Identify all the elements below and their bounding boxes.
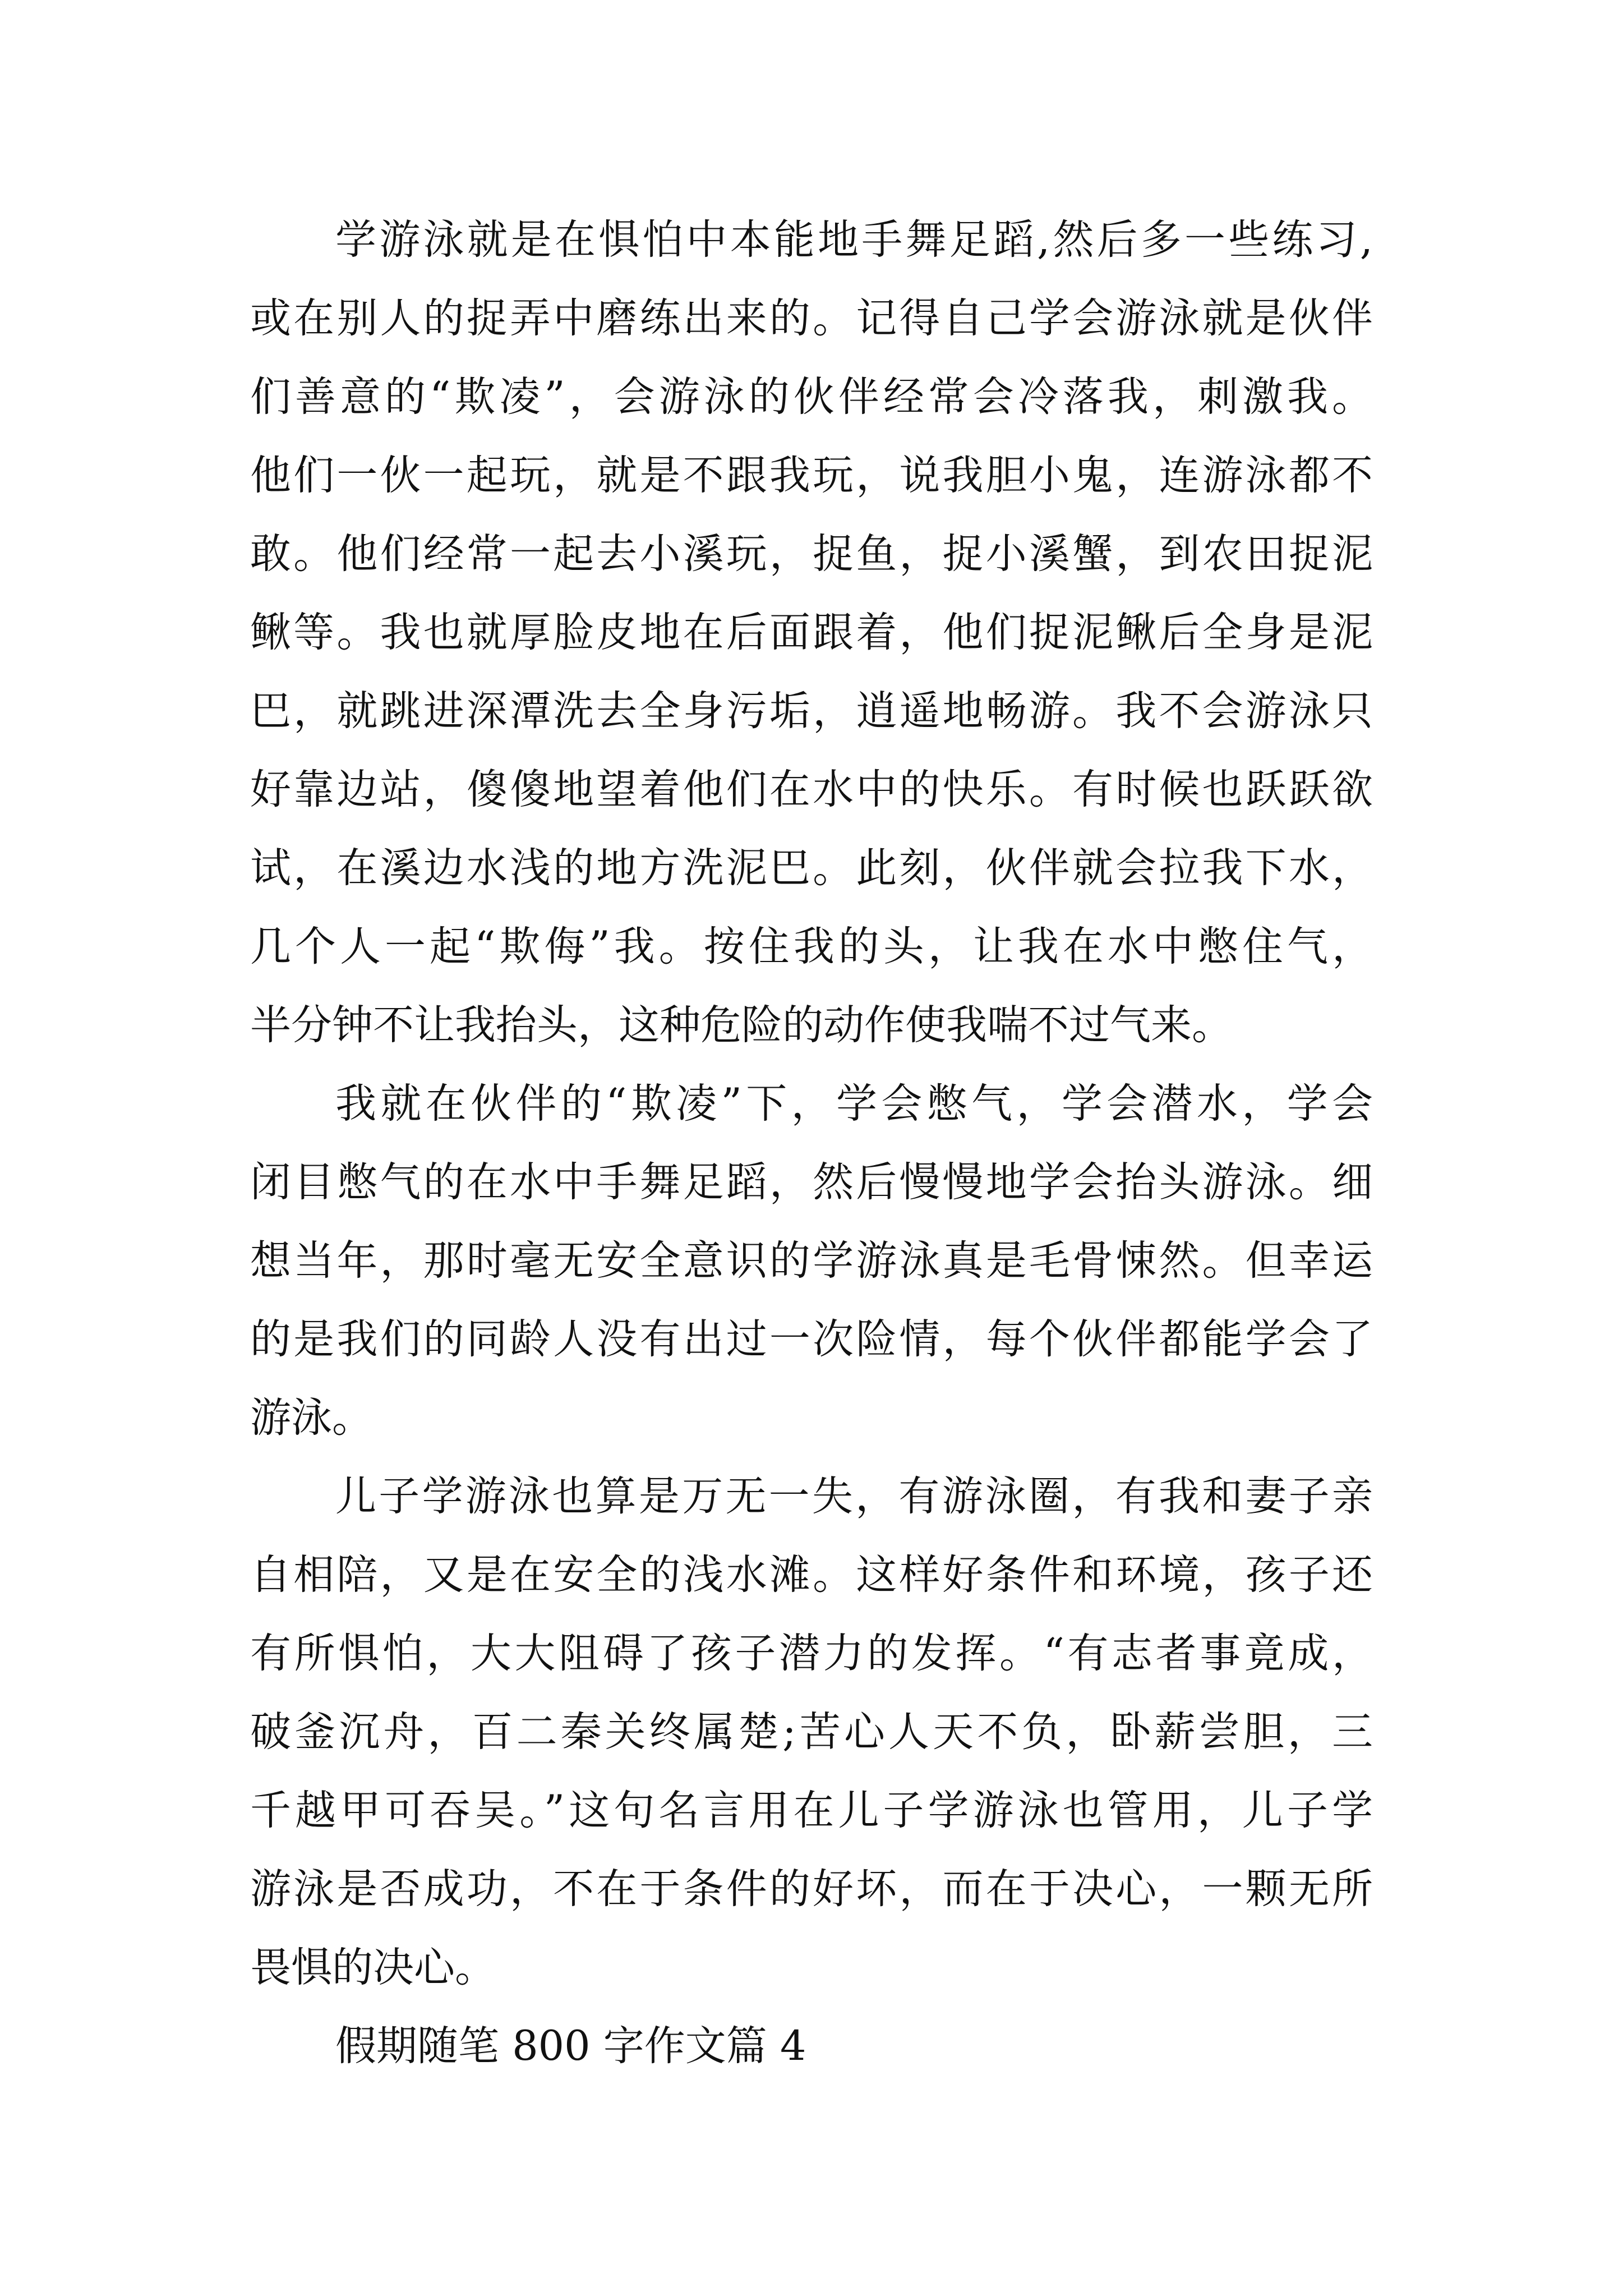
text-line: 学游泳就是在惧怕中本能地手舞足蹈,然后多一些练习, [335,216,1373,264]
text-line: 巴，就跳进深潭洗去全身污垢，逍遥地畅游。我不会游泳只 [250,687,1373,735]
text-line: 几个人一起“欺侮”我。按住我的头，让我在水中憋住气， [250,923,1373,970]
text-line: 我就在伙伴的“欺凌”下，学会憋气，学会潜水，学会 [335,1080,1373,1128]
text-line: 游泳。 [250,1394,373,1442]
text-line: 鳅等。我也就厚脸皮地在后面跟着，他们捉泥鳅后全身是泥 [250,609,1373,656]
text-line: 们善意的“欺凌”，会游泳的伙伴经常会冷落我，刺激我。 [250,373,1373,421]
text-line: 儿子学游泳也算是万无一失，有游泳圈，有我和妻子亲 [335,1473,1373,1520]
text-line: 好靠边站，傻傻地望着他们在水中的快乐。有时候也跃跃欲 [250,766,1373,813]
document-body [250,201,1373,2086]
text-line: 畏惧的决心。 [250,1944,496,1991]
paragraph-2 [250,1065,1373,1457]
text-line: 闭目憋气的在水中手舞足蹈，然后慢慢地学会抬头游泳。细 [250,1158,1373,1206]
text-line: 自相陪，又是在安全的浅水滩。这样好条件和环境，孩子还 [250,1551,1373,1599]
text-line: 有所惧怕，大大阻碍了孩子潜力的发挥。“有志者事竟成， [250,1630,1373,1677]
text-line: 他们一伙一起玩，就是不跟我玩，说我胆小鬼，连游泳都不 [250,452,1373,499]
paragraph-3 [250,1457,1373,2007]
text-line: 半分钟不让我抬头，这种危险的动作使我喘不过气来。 [250,1001,1233,1049]
text-line: 游泳是否成功，不在于条件的好坏，而在于决心，一颗无所 [250,1865,1373,1913]
text-line: 的是我们的同龄人没有出过一次险情，每个伙伴都能学会了 [250,1315,1373,1363]
text-line: 试，在溪边水浅的地方洗泥巴。此刻，伙伴就会拉我下水， [250,844,1373,892]
text-line: 想当年，那时毫无安全意识的学游泳真是毛骨悚然。但幸运 [250,1237,1373,1285]
text-line: 千越甲可吞吴。”这句名言用在儿子学游泳也管用，儿子学 [250,1787,1373,1834]
text-line: 敢。他们经常一起去小溪玩，捉鱼，捉小溪蟹，到农田捉泥 [250,530,1373,578]
paragraph-1 [250,201,1373,1065]
text-line: 或在别人的捉弄中磨练出来的。记得自己学会游泳就是伙伴 [250,295,1373,342]
text-line: 破釜沉舟，百二秦关终属楚;苦心人天不负，卧薪尝胆，三 [250,1708,1373,1756]
section-heading: 假期随笔 800 字作文篇 4 [335,2022,806,2070]
